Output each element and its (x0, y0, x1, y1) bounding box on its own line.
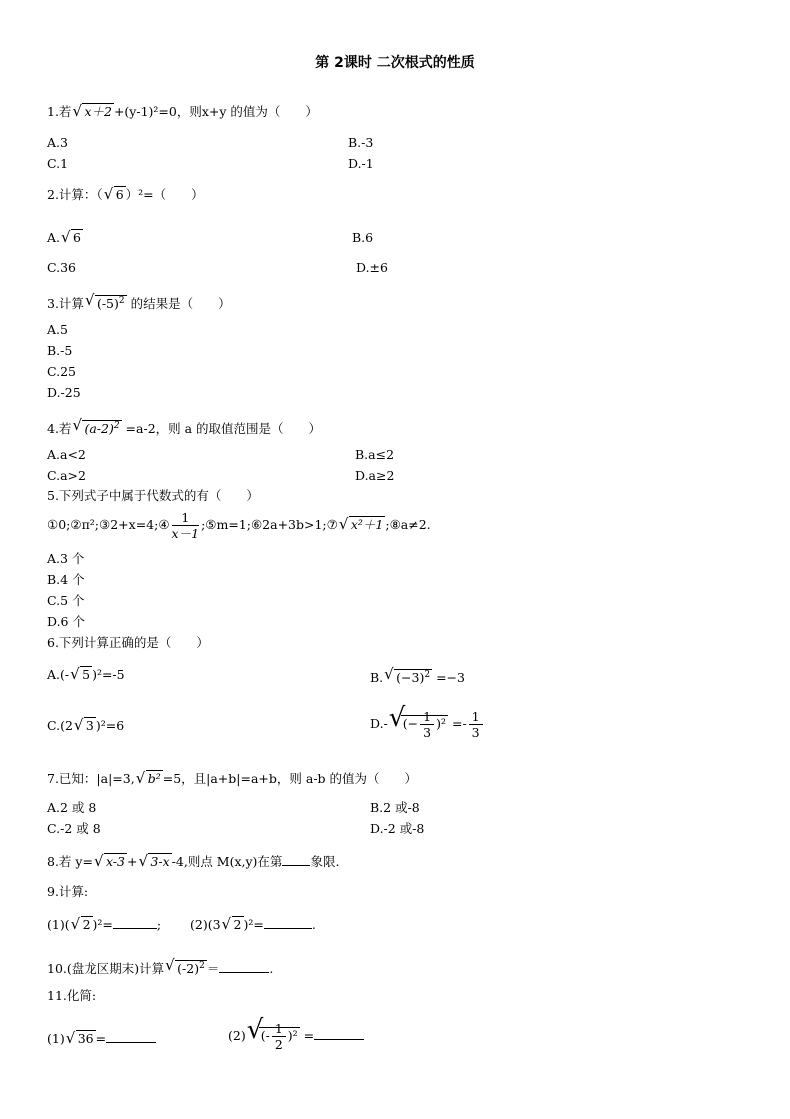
answer-blank[interactable] (264, 916, 312, 929)
sqrt-b-squared: √ b² (135, 769, 161, 787)
q7-option-c: C.-2 或 8 (47, 821, 101, 836)
q1-option-d: D.-1 (348, 156, 374, 171)
sqrt-a-minus-2-squared: √ $(a-2)^2$ (72, 416, 120, 437)
sqrt-neg5-squared: √ $(-5)^2$ (84, 291, 125, 312)
q5-option-b: B.4 个 (47, 572, 85, 587)
q4-option-b: B.a≤2 (355, 447, 395, 462)
page-title: 第 2课时 二次根式的性质 (315, 55, 475, 71)
question-4-stem: 4.若 √ $(a-2)^2 =a-2$，则 a 的取值范围是（ ） (47, 416, 322, 437)
answer-blank[interactable] (314, 1027, 364, 1040)
question-8-stem: 8.若 y= √ x-3 + √ 3-x -4,则点 M(x,y)在第 象限. (47, 852, 340, 870)
q6-option-b: B. √ $(-3)^2 =-3$ (370, 665, 465, 686)
sqrt-x2-plus-1: √ x²＋1 (338, 515, 384, 533)
q2-option-b: B.6 (352, 230, 374, 245)
q3-option-c: C.25 (47, 364, 76, 379)
question-1-stem (47, 104, 318, 120)
q7-option-b: B.2 或-8 (370, 800, 420, 815)
q7-option-d: D.-2 或-8 (370, 821, 425, 836)
q4-option-d: D.a≥2 (355, 468, 395, 483)
question-2-stem: 2.计算：（ √ 6 ）²=（ ） (47, 185, 204, 203)
question-11-stem: 11.化简: (47, 988, 97, 1003)
q2-option-a: A. √ 6 (47, 228, 81, 246)
q6-option-a: A.(- √ 5 )²=-5 (47, 665, 125, 683)
answer-blank[interactable] (106, 1030, 156, 1043)
q4-option-a: A.a<2 (47, 447, 86, 462)
answer-blank[interactable] (282, 853, 310, 866)
q9-part-1: (1)( √ 2 )²= ; (47, 915, 162, 933)
question-7-stem: 7.已知：|a|=3, √ b² =5，且|a+b|=a+b，则 a-b 的值为（ ） (47, 769, 418, 787)
q5-items: ①0;②π²;③2+x=4;④ $\frac{1}{x-1}$ ;⑤m=1;⑥2a+3b>1;⑦ √ x²＋1 ;⑧a≠2. (47, 510, 431, 541)
q5-option-a: A.3 个 (47, 551, 85, 566)
q3-option-d: D.-25 (47, 385, 81, 400)
q11-part-1: (1) √ 36 = (47, 1030, 156, 1047)
q2-option-c: C.36 (47, 260, 76, 275)
question-3-stem: 3.计算 √ $(-5)^2$ 的结果是（ ） (47, 291, 231, 312)
q2-option-d: D.±6 (356, 260, 388, 275)
question-5-stem: 5.下列式子中属于代数式的有（ ） (47, 488, 259, 503)
q4-option-c: C.a>2 (47, 468, 86, 483)
q11-part-2: (2) √ (- $\frac{1}{2}$ )² = (228, 1016, 364, 1056)
q1-option-b: B.-3 (348, 135, 374, 150)
question-9-stem: 9.计算: (47, 884, 89, 899)
q6-option-d: D.- √ (− $\frac{1}{3}$ )² =- $\frac{1}{3}$ (370, 704, 485, 744)
q3-option-a: A.5 (47, 322, 68, 337)
q5-option-d: D.6 个 (47, 614, 85, 629)
q1-suffix: +(y-1)²=0，则x+y 的值为（ ） (113, 104, 318, 119)
q1-option-c: C.1 (47, 156, 69, 171)
sqrt-neg2-squared: √ $(-2)^2$ (165, 956, 205, 977)
q3-option-b: B.-5 (47, 343, 73, 358)
answer-blank[interactable] (219, 960, 269, 973)
fraction-1-over-x-minus-1: $\frac{1}{x-1}$ (171, 510, 200, 541)
q1-option-a: A.3 (47, 135, 68, 150)
sqrt-6: √ 6 (103, 185, 124, 203)
question-10-stem: 10.(盘龙区期末)计算 √ $(-2)^2$ ＝ . (47, 956, 274, 977)
question-6-stem: 6.下列计算正确的是（ ） (47, 635, 209, 650)
sqrt-x-plus-2: √ x＋2 (72, 102, 112, 120)
q5-option-c: C.5 个 (47, 593, 85, 608)
q7-option-a: A.2 或 8 (47, 800, 97, 815)
q1-prefix: 1.若 (47, 104, 72, 119)
q9-part-2: (2)(3 √ 2 )²= . (190, 915, 316, 933)
q6-option-c: C.(2 √ 3 )²=6 (47, 716, 125, 734)
answer-blank[interactable] (113, 916, 157, 929)
